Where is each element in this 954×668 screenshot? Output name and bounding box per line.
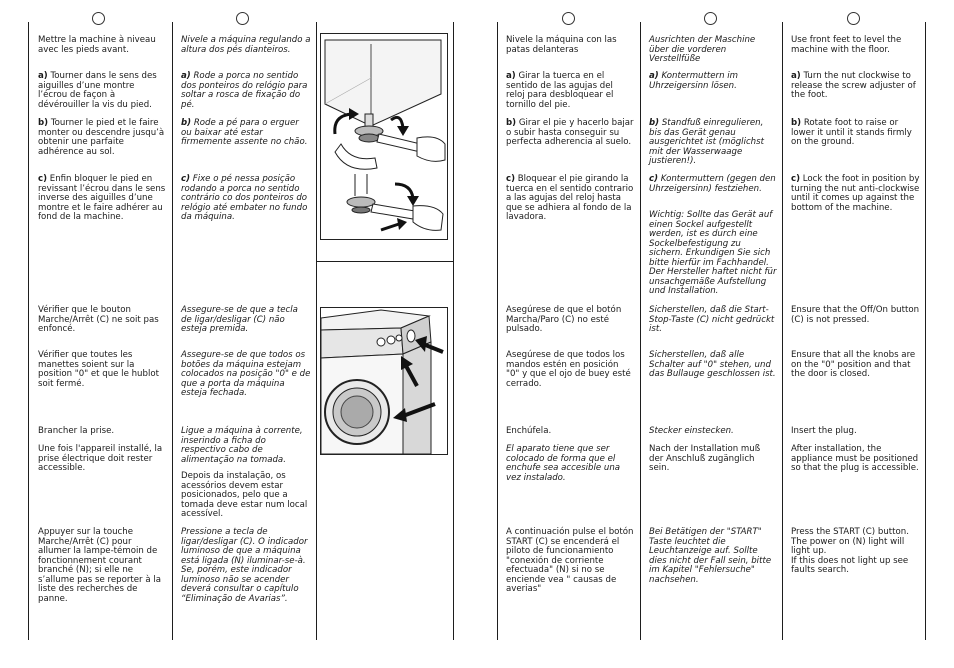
plug-text: Enchúfela. (506, 426, 552, 436)
start-text: Appuyer sur la touche Marche/Arrêt (C) pour allumer la lampe-témoin de fonctionnement courant branché (N); si elle ne s’allume pas se reporter à la liste des recherches de panne. (38, 527, 161, 604)
language-marker-circle (92, 12, 105, 25)
column-rule (172, 22, 173, 640)
language-marker-circle (704, 12, 717, 25)
step-b: b) Girar el pie y hacerlo bajar o subir hasta conseguir su perfecta adherencia al suelo. (506, 118, 634, 147)
installation-note: Wichtig: Sollte das Gerät auf einen Sockel aufgestellt werden, ist es durch eine Sockelbefestigung zu sichern. Erkundigen Sie sich bitte hierfür im Fachhandel. Der Hersteller haftet nicht für unsachgemäße Aufstellung und Installation. (649, 210, 777, 296)
step-a: a) Girar la tuerca en el sentido de las agujas del reloj para desbloquear el tornillo del pie. (506, 71, 614, 110)
start-text: Pressione a tecla de ligar/desligar (C). O indicador luminoso de que a máquina está ligada (N) iluminar-se-à. Se, porém, este indicador luminoso não se acender deverá consultar o capítulo “Eliminação de Avarias”. (181, 527, 308, 604)
language-marker-circle (236, 12, 249, 25)
foot-adjust-figure (320, 33, 448, 240)
column-rule (316, 22, 317, 640)
start-text: A continuación pulse el botón START (C) se encenderá el piloto de funcionamiento "conexión de corriente efectuada" (N) si no se enciende vea " causas de averias" (506, 527, 634, 594)
level-instruction: Mettre la machine à niveau avec les pieds avant. (38, 35, 156, 55)
step-b: b) Rotate foot to raise or lower it until it stands firmly on the ground. (791, 118, 912, 147)
level-instruction: Ausrichten der Maschine über die vorderen Verstellfüße (649, 35, 756, 64)
step-c: c) Kontermuttern (gegen den Uhrzeigersinn) festziehen. (649, 174, 776, 194)
column-rule (925, 22, 926, 640)
level-instruction: Use front feet to level the machine with the floor. (791, 35, 902, 55)
check-button-text: Sicherstellen, daß die Start-Stop-Taste (C) nicht gedrückt ist. (649, 305, 775, 334)
plug-text: Stecker einstecken. (649, 426, 734, 436)
level-instruction: Nivele a máquina regulando a altura dos pés dianteiros. (181, 35, 311, 55)
plug-text: Ligue a máquina à corrente, inserindo a ficha do respectivo cabo de alimentação na tomada. (181, 426, 303, 465)
foot-adjust-illustration (321, 34, 447, 239)
plug-text: Insert the plug. (791, 426, 857, 436)
step-a: a) Turn the nut clockwise to release the screw adjuster of the foot. (791, 71, 916, 100)
plug-note-text: After installation, the appliance must be positioned so that the plug is accessible. (791, 444, 919, 473)
language-marker-circle (847, 12, 860, 25)
machine-front-figure (320, 307, 448, 455)
check-button-text: Assegure-se de que a tecla de ligar/desligar (C) não esteja premida. (181, 305, 298, 334)
plug-note-text: Nach der Installation muß der Anschluß zugänglich sein. (649, 444, 761, 473)
step-b: b) Tourner le pied et le faire monter ou descendre jusqu’à obtenir une parfaite adhérence au sol. (38, 118, 165, 157)
plug-note-text: Une fois l'appareil installé, la prise électrique doit rester accessible. (38, 444, 163, 473)
check-button-text: Vérifier que le bouton Marche/Arrêt (C) ne soit pas enfoncé. (38, 305, 159, 334)
level-instruction: Nivele la máquina con las patas delanteras (506, 35, 617, 55)
check-knobs-text: Asegúrese de que todos los mandos estén en posición "0" y que el ojo de buey esté cerrado. (506, 350, 631, 389)
check-button-text: Asegúrese de que el botón Marcha/Paro (C) no esté pulsado. (506, 305, 622, 334)
step-a: a) Kontermuttern im Uhrzeigersinn lösen. (649, 71, 739, 91)
check-knobs-text: Vérifier que toutes les manettes soient sur la position "0" et que le hublot soit fermé. (38, 350, 159, 389)
start-text: Bei Betätigen der "START" Taste leuchtet die Leuchtanzeige auf. Sollte dies nicht der Fall sein, bitte im Kapitel "Fehlersuche" nachsehen. (649, 527, 772, 585)
column-rule (640, 22, 641, 640)
column-rule (782, 22, 783, 640)
machine-panel-illustration (321, 308, 447, 454)
figure-divider (316, 261, 453, 262)
step-b: b) Rode a pé para o erguer ou baixar até estar firmemente assente no chão. (181, 118, 308, 147)
language-marker-circle (562, 12, 575, 25)
check-knobs-text: Sicherstellen, daß alle Schalter auf "0" stehen, und das Bullauge geschlossen ist. (649, 350, 776, 379)
column-rule (28, 22, 29, 640)
step-b: b) Standfuß einregulieren, bis das Gerät genau ausgerichtet ist (möglichst mit der Wasserwaage justieren!). (649, 118, 764, 166)
plug-note-text: Depois da instalação, os acessórios devem estar posicionados, pelo que a tomada deve estar num local acessível. (181, 471, 308, 519)
column-rule (453, 22, 454, 640)
plug-note-text: El aparato tiene que ser colocado de forma que el enchufe sea accesible una vez instalado. (506, 444, 621, 483)
check-knobs-text: Ensure that all the knobs are on the "0" position and that the door is closed. (791, 350, 916, 379)
step-c: c) Fixe o pé nessa posição rodando a porca no sentido contrário co dos ponteiros do relógio até embater no fundo da máquina. (181, 174, 308, 222)
column-rule (497, 22, 498, 640)
check-knobs-text: Assegure-se de que todos os botões da máquina estejam colocados na posição "0" e de que a porta da máquina esteja fechada. (181, 350, 311, 398)
check-button-text: Ensure that the Off/On button (C) is not pressed. (791, 305, 920, 325)
step-c: c) Bloquear el pie girando la tuerca en el sentido contrario a las agujas del reloj hasta que se adhiera al fondo de la lavadora. (506, 174, 634, 222)
step-a: a) Rode a porca no sentido dos ponteiros do relógio para soltar a rosca de fixação do pé. (181, 71, 308, 110)
step-a: a) Tourner dans le sens des aiguilles d’une montre l’écrou de façon à dévérouiller la vis du pied. (38, 71, 157, 110)
step-c: c) Lock the foot in position by turning the nut anti-clockwise until it comes up against the bottom of the machine. (791, 174, 920, 213)
start-text: Press the START (C) button. The power on (N) light will light up. If this does not light up see faults search. (791, 527, 909, 575)
plug-text: Brancher la prise. (38, 426, 115, 436)
step-c: c) Enfin bloquer le pied en revissant l’écrou dans le sens inverse des aiguilles d’une montre et le faire adhérer au fond de la machine. (38, 174, 166, 222)
